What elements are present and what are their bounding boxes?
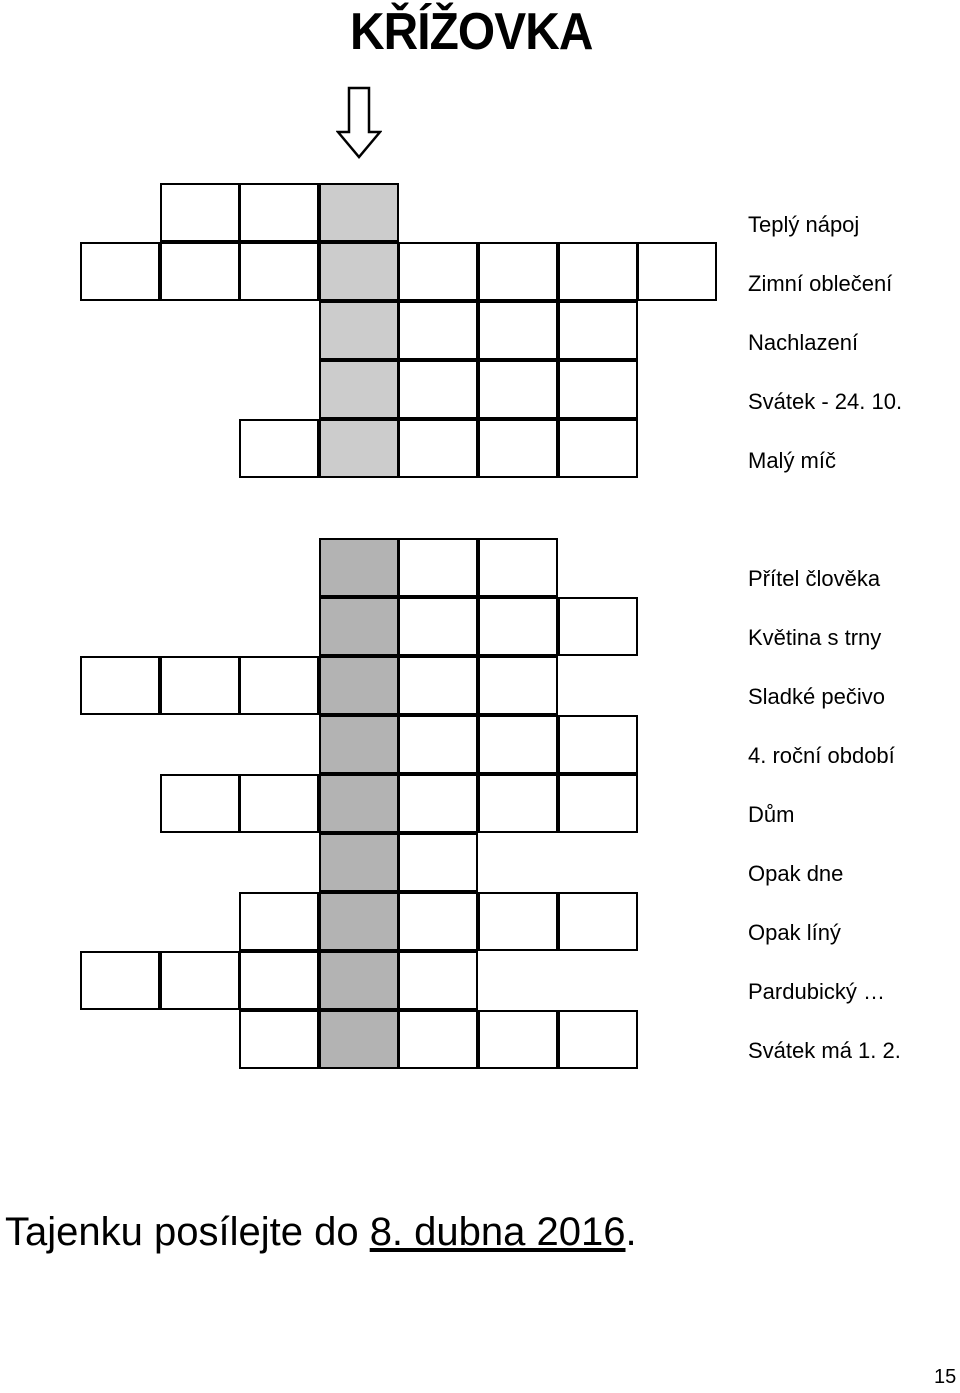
crossword-cell[interactable]	[160, 774, 240, 833]
solution-cell[interactable]	[319, 892, 399, 951]
solution-cell[interactable]	[319, 242, 399, 301]
crossword-cell[interactable]	[558, 242, 638, 301]
solution-cell[interactable]	[319, 951, 399, 1010]
crossword-cell[interactable]	[478, 419, 558, 478]
crossword-cell[interactable]	[558, 301, 638, 360]
crossword-cell[interactable]	[558, 419, 638, 478]
solution-cell[interactable]	[319, 538, 399, 597]
solution-cell[interactable]	[319, 833, 399, 892]
crossword-cell[interactable]	[398, 833, 478, 892]
clue-text: Nachlazení	[748, 330, 859, 355]
clue-text: Svátek - 24. 10.	[748, 389, 903, 414]
crossword-cell[interactable]	[478, 597, 558, 656]
crossword-cell[interactable]	[558, 715, 638, 774]
clue-text: Dům	[748, 802, 795, 827]
clue-text: Zimní oblečení	[748, 271, 893, 296]
solution-cell[interactable]	[319, 360, 399, 419]
clue-text: Pardubický …	[748, 979, 885, 1004]
clue-text: Svátek má 1. 2.	[748, 1038, 901, 1063]
solution-cell[interactable]	[319, 183, 399, 242]
clue-text: Květina s trny	[748, 625, 882, 650]
crossword-cell[interactable]	[478, 360, 558, 419]
crossword-cell[interactable]	[239, 774, 319, 833]
crossword-cell[interactable]	[398, 597, 478, 656]
crossword-cell[interactable]	[398, 538, 478, 597]
solution-cell[interactable]	[319, 597, 399, 656]
crossword-cell[interactable]	[239, 892, 319, 951]
crossword-cell[interactable]	[398, 774, 478, 833]
clue-text: Sladké pečivo	[748, 684, 885, 709]
crossword-cell[interactable]	[160, 242, 240, 301]
solution-cell[interactable]	[319, 715, 399, 774]
footer-period: .	[625, 1210, 637, 1254]
crossword-cell[interactable]	[478, 774, 558, 833]
solution-cell[interactable]	[319, 419, 399, 478]
crossword-cell[interactable]	[160, 183, 240, 242]
crossword-cell[interactable]	[239, 656, 319, 715]
crossword-cell[interactable]	[160, 656, 240, 715]
page-number: 15	[934, 1366, 957, 1388]
crossword-cell[interactable]	[398, 301, 478, 360]
crossword-cell[interactable]	[478, 656, 558, 715]
crossword-cell[interactable]	[558, 1010, 638, 1069]
crossword-cell[interactable]	[239, 951, 319, 1010]
crossword-cell[interactable]	[478, 892, 558, 951]
crossword-cell[interactable]	[558, 360, 638, 419]
clue-text: Malý míč	[748, 448, 836, 473]
crossword-cell[interactable]	[478, 715, 558, 774]
crossword-cell[interactable]	[398, 951, 478, 1010]
crossword-cell[interactable]	[398, 656, 478, 715]
crossword-cell[interactable]	[239, 183, 319, 242]
crossword-cell[interactable]	[80, 242, 160, 301]
footer-text: Tajenku posílejte do	[5, 1210, 370, 1254]
clue-text: Opak dne	[748, 861, 844, 886]
deadline-date: 8. dubna 2016	[369, 1210, 626, 1254]
crossword-cell[interactable]	[398, 715, 478, 774]
crossword-cell[interactable]	[637, 242, 717, 301]
page-title: KŘÍŽOVKA	[350, 3, 593, 61]
crossword-cell[interactable]	[558, 892, 638, 951]
clue-text: Teplý nápoj	[748, 212, 860, 237]
crossword-cell[interactable]	[398, 242, 478, 301]
crossword-cell[interactable]	[398, 892, 478, 951]
crossword-cell[interactable]	[478, 301, 558, 360]
footer-deadline	[5, 1210, 637, 1255]
crossword-cell[interactable]	[558, 597, 638, 656]
solution-cell[interactable]	[319, 301, 399, 360]
crossword-cell[interactable]	[398, 419, 478, 478]
crossword-cell[interactable]	[239, 1010, 319, 1069]
crossword-cell[interactable]	[239, 419, 319, 478]
crossword-cell[interactable]	[398, 360, 478, 419]
crossword-cell[interactable]	[478, 538, 558, 597]
solution-cell[interactable]	[319, 774, 399, 833]
crossword-cell[interactable]	[239, 242, 319, 301]
crossword-cell[interactable]	[558, 774, 638, 833]
crossword-cell[interactable]	[398, 1010, 478, 1069]
crossword-cell[interactable]	[478, 1010, 558, 1069]
clue-text: 4. roční období	[748, 743, 895, 768]
clue-text: Přítel člověka	[748, 566, 881, 591]
solution-cell[interactable]	[319, 656, 399, 715]
clue-text: Opak líný	[748, 920, 841, 945]
crossword-cell[interactable]	[478, 242, 558, 301]
crossword-cell[interactable]	[80, 656, 160, 715]
crossword-cell[interactable]	[80, 951, 160, 1010]
crossword-cell[interactable]	[160, 951, 240, 1010]
solution-cell[interactable]	[319, 1010, 399, 1069]
